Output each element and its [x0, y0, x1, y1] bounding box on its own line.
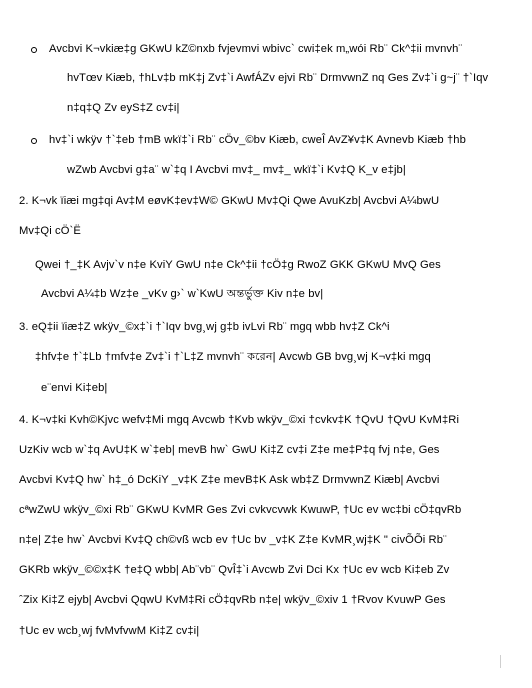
item-2-line-3: Qwei †_‡K Avjv`v n‡e KviY GwU n‡e Ck^‡ii †cÖ‡g RwoZ GKK GKwU MvQ Ges: [35, 259, 441, 271]
bullet-1-line-1: Avcbvi K¬vkiæ‡g GKwU kZ©nxb fvjevmvi wbivc` cwi‡ek m„wói Rb¨ Ck^‡ii mvnvh¨: [49, 43, 463, 55]
page-edge-mark: [500, 655, 501, 668]
item-4-line-6: GKRb wkÿv_©©x‡K †e‡Q wbb| Ab¨vb¨ QvÎ‡`i Avcwb Zvi Dci Kx †Uc ev wcb Ki‡eb Zv: [19, 564, 450, 576]
item-3-line-1: 3. eQ‡ii ïiæ‡Z wkÿv_©x‡`i †`Iqv bvg¸wj g‡b ivLvi Rb¨ mgq wbb hv‡Z Ck^i: [19, 321, 390, 333]
item-4-line-7: ˆZix Ki‡Z ejyb| Avcbvi QqwU KvM‡Ri cÖ‡qvRb n‡e| wkÿv_©xiv 1 †Rvov KvuwP Ges: [19, 594, 446, 606]
bullet-1-line-2: hvTœv Kiæb, †hLv‡b mK‡j Zv‡`i AwfÁZv ejvi Rb¨ DrmvwnZ nq Ges Zv‡`i g~j¨ †`Iqv: [67, 72, 489, 84]
bullet-1-line-3: n‡q‡Q Zv eyS‡Z cv‡i|: [67, 102, 180, 114]
item-2-line-4: Avcbvi A¼‡b Wz‡e _vKv g›` w`KwU অন্তর্ভুক্ত Kiv n‡e bv|: [41, 288, 324, 300]
bullet-2-line-2: wZwb Avcbvi g‡a¨ w`‡q I Avcbvi mv‡_ mv‡_ wkï‡`i Kv‡Q K_v e‡jb|: [67, 164, 406, 176]
item-4-line-2: UzKiv wcb w`‡q AvU‡K w`‡eb| mevB hw` GwU Ki‡Z cv‡i Z‡e me‡P‡q fvj n‡e, Ges: [19, 444, 440, 456]
item-3-line-3: e¨envi Ki‡eb|: [41, 382, 108, 394]
bullet-marker: [31, 138, 37, 144]
item-3-line-2: ‡hfv‡e †`‡Lb †mfv‡e Zv‡`i †`L‡Z mvnvh¨ করেন| Avcwb GB bvg¸wj K¬v‡ki mgq: [35, 351, 431, 363]
item-4-line-4: cªwZwU wkÿv_©xi Rb¨ GKwU KvMR Ges Zvi cvkvcvwk KwuwP, †Uc ev wc‡bi cÖ‡qvRb: [19, 504, 462, 516]
item-2-line-2: Mv‡Qi cÖ`Ë: [19, 225, 81, 237]
bullet-2-line-1: hv‡`i wkÿv †`‡eb †mB wkï‡`i Rb¨ cÖv_©bv Kiæb, cweÎ AvZ¥v‡K Avnevb Kiæb †hb: [49, 134, 466, 146]
item-4-line-1: 4. K¬v‡ki Kvh©Kjvc wefv‡Mi mgq Avcwb †Kvb wkÿv_©xi †cvkv‡K †QvU †QvU KvM‡Ri: [19, 414, 460, 426]
bullet-marker: [31, 47, 37, 53]
item-2-line-1: 2. K¬vk ïiæi mg‡qi Av‡M eøvK‡ev‡W© GKwU Mv‡Qi Qwe AvuKzb| Avcbvi A¼bwU: [19, 195, 440, 207]
item-4-line-5: n‡e| Z‡e hw` Avcbvi Kv‡Q ch©vß wcb ev †Uc bv _v‡K Z‡e KvMR¸wj‡K " civÕÕi Rb¨: [19, 534, 447, 546]
item-4-line-3: Avcbvi Kv‡Q hw` h‡_ó DcKiY _v‡K Z‡e mevB‡K Ask wb‡Z DrmvwnZ Kiæb| Avcbvi: [19, 474, 440, 486]
item-4-line-8: †Uc ev wcb¸wj fvMvfvwM Ki‡Z cv‡i|: [19, 625, 200, 637]
